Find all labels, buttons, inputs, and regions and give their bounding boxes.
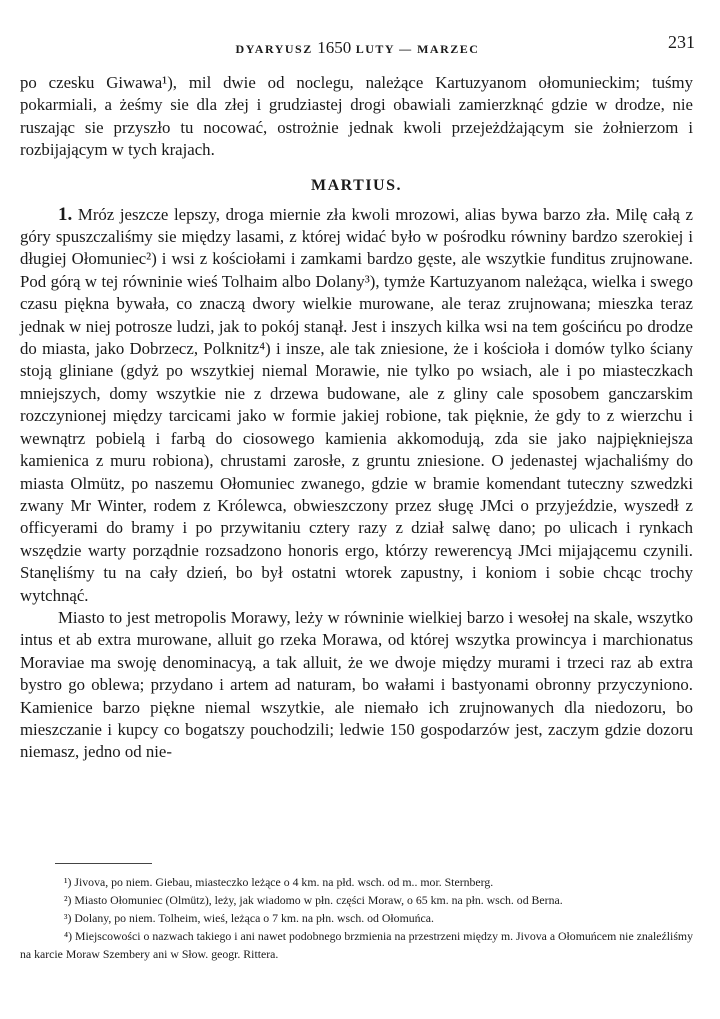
running-head-prefix: DYARYUSZ (235, 42, 313, 56)
paragraph-continuation: po czesku Giwawa¹), mil dwie od noclegu, należące Kartuzyanom ołomunieckim; tuśmy pokarmiali, a żeśmy sie dla złej i grudziastej drogi obawiali zamierzknąć gdzie w drodze, nie ruszając sie przyszło tu nocować, ostrożnie jednak kwoli przejeżdżającym sie żołnierzom i rozbijającym w tych krajach. (20, 73, 693, 160)
footnote-divider (55, 863, 152, 864)
entry-number: 1. (58, 203, 73, 225)
entry-text: Mróz jeszcze lepszy, droga miernie zła kwoli mrozowi, alias bywa barzo zła. Milę całą z góry spuszczaliśmy sie między lasami, z której widać było w pośrodku równiny bardzo szerokiej i długiej Ołomuniec²) i wsi z kościołami i zamkami bardzo gęste, ale wszytkie funditus zrujnowane. Pod górą w tej równinie wieś Tolhaim albo Dolany³), tymże Kartuzyanom należąca, wielka i swego czasu piękna bywała, co znaczą dwory wielkie murowane, ale teraz zrujnowana; mieszka teraz jednak w niej potrosze ludzi, jak to pokój stanął. Jest i inszych kilka wsi na tem gościńcu po drodze do miasta, jako Dobrzecz, Polknitz⁴) i insze, ale tak zniesione, że i kościoła i domów tylko ściany stoją gliniane (gdyż po wszytkiej niemal Morawie, nie tylko po wsiach, ale i po miasteczkach mniejszych, domy wszytkie nie z drzewa budowane, ale z gliny cale sposobem ganczarskim rozczynionej między tarcicami jako w formie jakiej robione, tak pięknie, że gdy to z wierzchu i wewnątrz pobielą i farbą do ciosowego kamienia akkomodują, zda sie jako najpiękniejsza kamienica z muru robiona), chrustami zarosłe, z gruntu zniesione. O jedenastej wjachaliśmy do miasta Olmütz, po naszemu Ołomuniec zwanego, gdzie w bramie komendant tuteczny szwedzki zwany Mr Winter, rodem z Królewca, obwieszczony przez sługę JMci o przyjeździe, wyszedł z officyerami do bramy i po przywitaniu cztery razy z dział salwę dano; po ulicach i rynkach wszędzie warty porządnie rozsadzono honoris ergo, którzy rewerencyą JMci mijającemu czynili. Stanęliśmy tu na cały dzień, bo był ostatni wtorek zapustny, i koniom i sobie chcąc trochy wytchnąć. (20, 204, 694, 605)
footnote-4: ⁴) Miejscowości o nazwach takiego i ani nawet podobnego brzmienia na przestrzeni między m. Jivova a Ołomuńcem nie znaleźliśmy na karcie Moraw Szembery ani w Słow. geogr. Rittera. (20, 929, 693, 961)
page-number: 231 (668, 32, 695, 52)
running-head (20, 38, 695, 58)
body-text (20, 72, 693, 764)
running-head-year: 1650 (317, 38, 352, 57)
page-header (20, 30, 695, 60)
section-heading: MARTIUS. (311, 176, 402, 194)
footnote-1: ¹) Jivova, po niem. Giebau, miasteczko leżące o 4 km. na płd. wsch. od m.. mor. Sternberg. (64, 875, 494, 889)
footnote-3: ³) Dolany, po niem. Tolheim, wieś, leżąca o 7 km. na płn. wsch. od Ołomuńca. (64, 911, 434, 925)
running-head-suffix: LUTY — MARZEC (355, 42, 480, 56)
entry-paragraph (20, 204, 693, 607)
paragraph-city-description: Miasto to jest metropolis Morawy, leży w równinie wielkiej barzo i wesołej na skale, wszytko intus et ab extra murowane, alluit go rzeka Morawa, od której wszytka prowincya i marchionatus Moraviae ma swoję denominacyą, a tak alluit, że we dwoje między murami i trzeci raz ab extra bystro go oblewa; przydano i artem ad naturam, bo wałami i bastyonami obronny przyczyniono. Kamienice barzo piękne niemal wszytkie, ale niemało ich zrujnowanych dla niedozoru, bo mieszczanie i kupcy co bogatszy pouchodzili; ledwie 150 gospodarzów jest, zaczym gdzie dozoru niemasz, jedno od nie- (20, 607, 693, 762)
footnote-2: ²) Miasto Ołomuniec (Olmütz), leży, jak wiadomo w płn. części Moraw, o 65 km. na płn. wsch. od Berna. (64, 893, 563, 907)
footnotes (20, 873, 693, 963)
